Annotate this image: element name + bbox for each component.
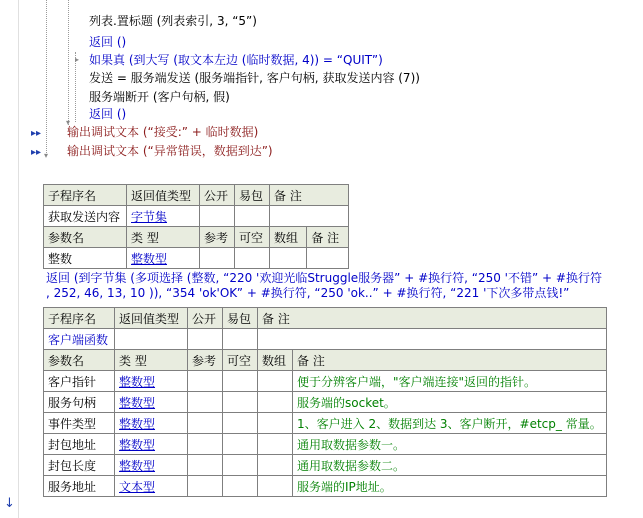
param-name[interactable]: 事件类型 [44,413,115,434]
param-name[interactable]: 整数 [44,248,127,269]
param-ref[interactable] [188,455,223,476]
param-array[interactable] [258,476,293,497]
param-remark[interactable]: 便于分辨客户端，"客户端连接"返回的指针。 [293,371,607,392]
param-nullable[interactable] [235,248,270,269]
col-header: 备 注 [293,350,607,371]
param-ref[interactable] [188,392,223,413]
param-array[interactable] [258,371,293,392]
param-name[interactable]: 服务地址 [44,476,115,497]
param-type[interactable]: 整数型 [115,392,188,413]
param-name[interactable]: 客户指针 [44,371,115,392]
col-header: 子程序名 [44,185,127,206]
param-name[interactable]: 封包地址 [44,434,115,455]
col-header: 备 注 [270,185,349,206]
code-line[interactable]: 输出调试文本 (“接受:” + 临时数据) [67,125,259,139]
col-header: 备 注 [258,308,607,329]
col-header: 返回值类型 [115,308,188,329]
param-remark[interactable]: 通用取数据参数一。 [293,434,607,455]
return-statement[interactable]: 返回 (到字节集 (多项选择 (整数, “220 '欢迎光临Struggle服务器” + #换行符, “250 '不错” + #换行符 [46,271,602,285]
code-line[interactable]: 输出调试文本 (“异常错误，数据到达”) [67,144,273,158]
col-header: 数组 [270,227,307,248]
col-header: 类 型 [127,227,200,248]
remark-cell[interactable] [258,329,607,350]
col-header: 可空 [223,350,258,371]
col-header: 参数名 [44,227,127,248]
easy-pack-cell[interactable] [235,206,270,227]
param-array[interactable] [258,455,293,476]
col-header: 备 注 [307,227,349,248]
param-name[interactable]: 封包长度 [44,455,115,476]
param-remark[interactable] [307,248,349,269]
col-header: 可空 [235,227,270,248]
param-remark[interactable]: 通用取数据参数二。 [293,455,607,476]
col-header: 数组 [258,350,293,371]
param-array[interactable] [258,392,293,413]
param-array[interactable] [258,434,293,455]
remark-cell[interactable] [270,206,349,227]
col-header: 类 型 [115,350,188,371]
param-type[interactable]: 文本型 [115,476,188,497]
param-type[interactable]: 整数型 [115,413,188,434]
public-cell[interactable] [188,329,223,350]
down-arrow-icon[interactable]: ↓ [4,496,15,511]
col-header: 公开 [188,308,223,329]
param-type[interactable]: 整数型 [115,434,188,455]
subroutine-table [43,307,607,497]
public-cell[interactable] [200,206,235,227]
subroutine-table [43,184,349,269]
code-line[interactable]: 返回 () [89,35,127,49]
col-header: 易包 [223,308,258,329]
subroutine-name[interactable]: 客户端函数 [44,329,115,350]
param-nullable[interactable] [223,476,258,497]
flow-guide [68,0,69,125]
param-remark[interactable]: 服务端的socket。 [293,392,607,413]
breakpoint-arrow-icon[interactable]: ▸▸ [31,128,42,139]
param-type[interactable]: 整数型 [115,455,188,476]
col-header: 参数名 [44,350,115,371]
param-ref[interactable] [188,434,223,455]
collapse-arrow-icon[interactable]: ▾ [44,151,49,160]
param-type[interactable]: 整数型 [115,371,188,392]
col-header: 返回值类型 [127,185,200,206]
col-header: 易包 [235,185,270,206]
breakpoint-arrow-icon[interactable]: ▸▸ [31,147,42,158]
code-line[interactable]: 发送 = 服务端发送 (服务端指针, 客户句柄, 获取发送内容 (7)) [89,71,420,85]
param-ref[interactable] [188,476,223,497]
param-nullable[interactable] [223,392,258,413]
return-type[interactable] [115,329,188,350]
subroutine-name[interactable]: 获取发送内容 [44,206,127,227]
code-line[interactable]: 服务端断开 (客户句柄, 假) [89,90,230,104]
col-header: 参考 [200,227,235,248]
param-nullable[interactable] [223,413,258,434]
param-nullable[interactable] [223,455,258,476]
code-line[interactable]: 如果真 (到大写 (取文本左边 (临时数据, 4)) = “QUIT”) [89,53,383,67]
return-type[interactable]: 字节集 [127,206,200,227]
code-line[interactable]: 列表.置标题 (列表索引, 3, “5”) [89,14,257,28]
param-remark[interactable]: 1、客户进入 2、数据到达 3、客户断开，#etcp_ 常量。 [293,413,607,434]
col-header: 参考 [188,350,223,371]
param-array[interactable] [270,248,307,269]
branch-arrow-icon: ▸ [75,55,80,64]
collapse-arrow-icon[interactable]: ▾ [66,118,71,127]
param-remark[interactable]: 服务端的IP地址。 [293,476,607,497]
col-header: 子程序名 [44,308,115,329]
param-type[interactable]: 整数型 [127,248,200,269]
param-array[interactable] [258,413,293,434]
flow-guide [46,0,47,155]
param-ref[interactable] [200,248,235,269]
return-statement-continued[interactable]: , 252, 46, 13, 10 )), “354 'ok'OK” + #换行符, “250 'ok..” + #换行符, “221 '下次多带点钱!” [46,286,570,300]
code-line[interactable]: 返回 () [89,107,127,121]
param-ref[interactable] [188,371,223,392]
param-nullable[interactable] [223,434,258,455]
param-ref[interactable] [188,413,223,434]
param-name[interactable]: 服务句柄 [44,392,115,413]
col-header: 公开 [200,185,235,206]
easy-pack-cell[interactable] [223,329,258,350]
param-nullable[interactable] [223,371,258,392]
line-gutter [0,0,19,518]
